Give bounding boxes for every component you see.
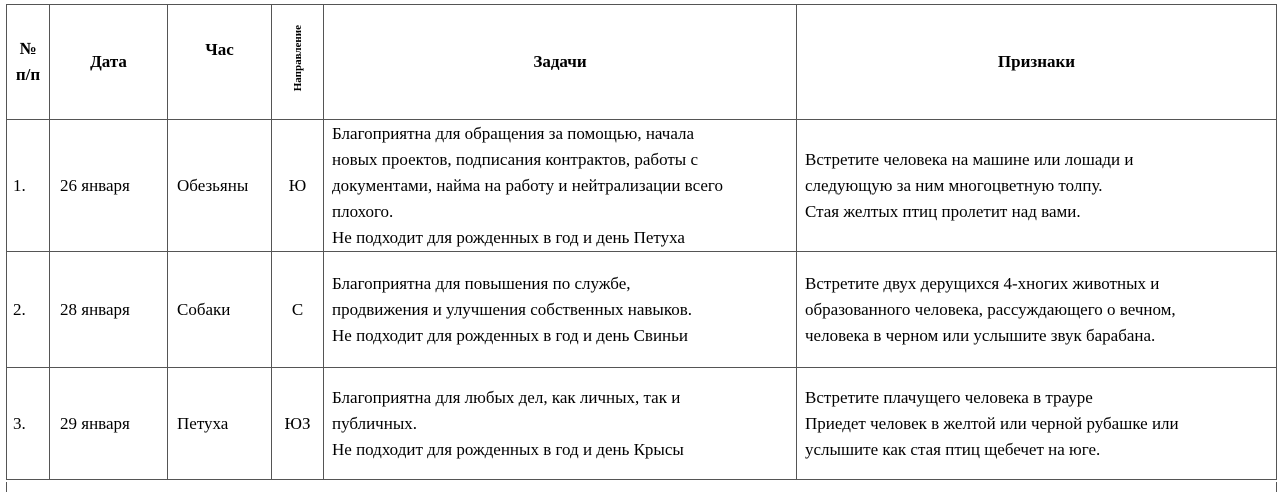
row-hour: Собаки xyxy=(168,252,272,368)
header-number-sign: № xyxy=(19,39,37,58)
header-tasks: Задачи xyxy=(324,5,797,120)
row-number: 1. xyxy=(7,120,50,252)
task-line: плохого. xyxy=(332,201,394,221)
sign-line: человека в черном или услышите звук барабана. xyxy=(805,325,1156,345)
task-line: продвижения и улучшения собственных навыков. xyxy=(332,299,693,319)
sign-line: Приедет человек в желтой или черной рубашке или xyxy=(805,413,1179,433)
schedule-table xyxy=(6,4,1277,480)
task-line: Благоприятна для повышения по службе, xyxy=(332,273,631,293)
sign-line: следующую за ним многоцветную толпу. xyxy=(805,175,1103,195)
sign-line: Встретите человека на машине или лошади и xyxy=(805,149,1134,169)
row-hour: Обезьяны xyxy=(168,120,272,252)
row-signs xyxy=(797,120,1277,252)
header-direction-label: Направление xyxy=(291,24,304,92)
task-line: Не подходит для рожденных в год и день Крысы xyxy=(332,439,684,459)
row-tasks xyxy=(324,252,797,368)
header-direction xyxy=(272,5,324,120)
header-hour: Час xyxy=(168,5,272,120)
row-number: 2. xyxy=(7,252,50,368)
task-line: публичных. xyxy=(332,413,417,433)
sign-line: образованного человека, рассуждающего о вечном, xyxy=(805,299,1176,319)
header-date: Дата xyxy=(50,5,168,120)
row-date: 28 января xyxy=(50,252,168,368)
header-number-abbr: п/п xyxy=(15,65,41,84)
task-line: Не подходит для рожденных в год и день Петуха xyxy=(332,227,685,247)
sign-line: услышите как стая птиц щебечет на юге. xyxy=(805,439,1101,459)
header-signs: Признаки xyxy=(797,5,1277,120)
task-line: документами, найма на работу и нейтрализации всего xyxy=(332,175,723,195)
table-row xyxy=(7,252,1277,368)
task-line: новых проектов, подписания контрактов, работы с xyxy=(332,149,698,169)
sign-line: Стая желтых птиц пролетит над вами. xyxy=(805,201,1081,221)
table-header-row xyxy=(7,5,1277,120)
sign-line: Встретите плачущего человека в трауре xyxy=(805,387,1093,407)
row-direction: С xyxy=(272,252,324,368)
row-tasks xyxy=(324,368,797,480)
table-row xyxy=(7,368,1277,480)
row-signs xyxy=(797,368,1277,480)
task-line: Благоприятна для обращения за помощью, начала xyxy=(332,123,695,143)
row-tasks xyxy=(324,120,797,252)
row-date: 29 января xyxy=(50,368,168,480)
table-row xyxy=(7,120,1277,252)
next-row-edge xyxy=(6,482,1277,492)
row-signs xyxy=(797,252,1277,368)
sign-line: Встретите двух дерущихся 4-хногих животных и xyxy=(805,273,1160,293)
row-direction: ЮЗ xyxy=(272,368,324,480)
task-line: Благоприятна для любых дел, как личных, так и xyxy=(332,387,681,407)
row-direction: Ю xyxy=(272,120,324,252)
row-date: 26 января xyxy=(50,120,168,252)
task-line: Не подходит для рожденных в год и день Свиньи xyxy=(332,325,688,345)
header-number xyxy=(7,5,50,120)
row-number: 3. xyxy=(7,368,50,480)
row-hour: Петуха xyxy=(168,368,272,480)
